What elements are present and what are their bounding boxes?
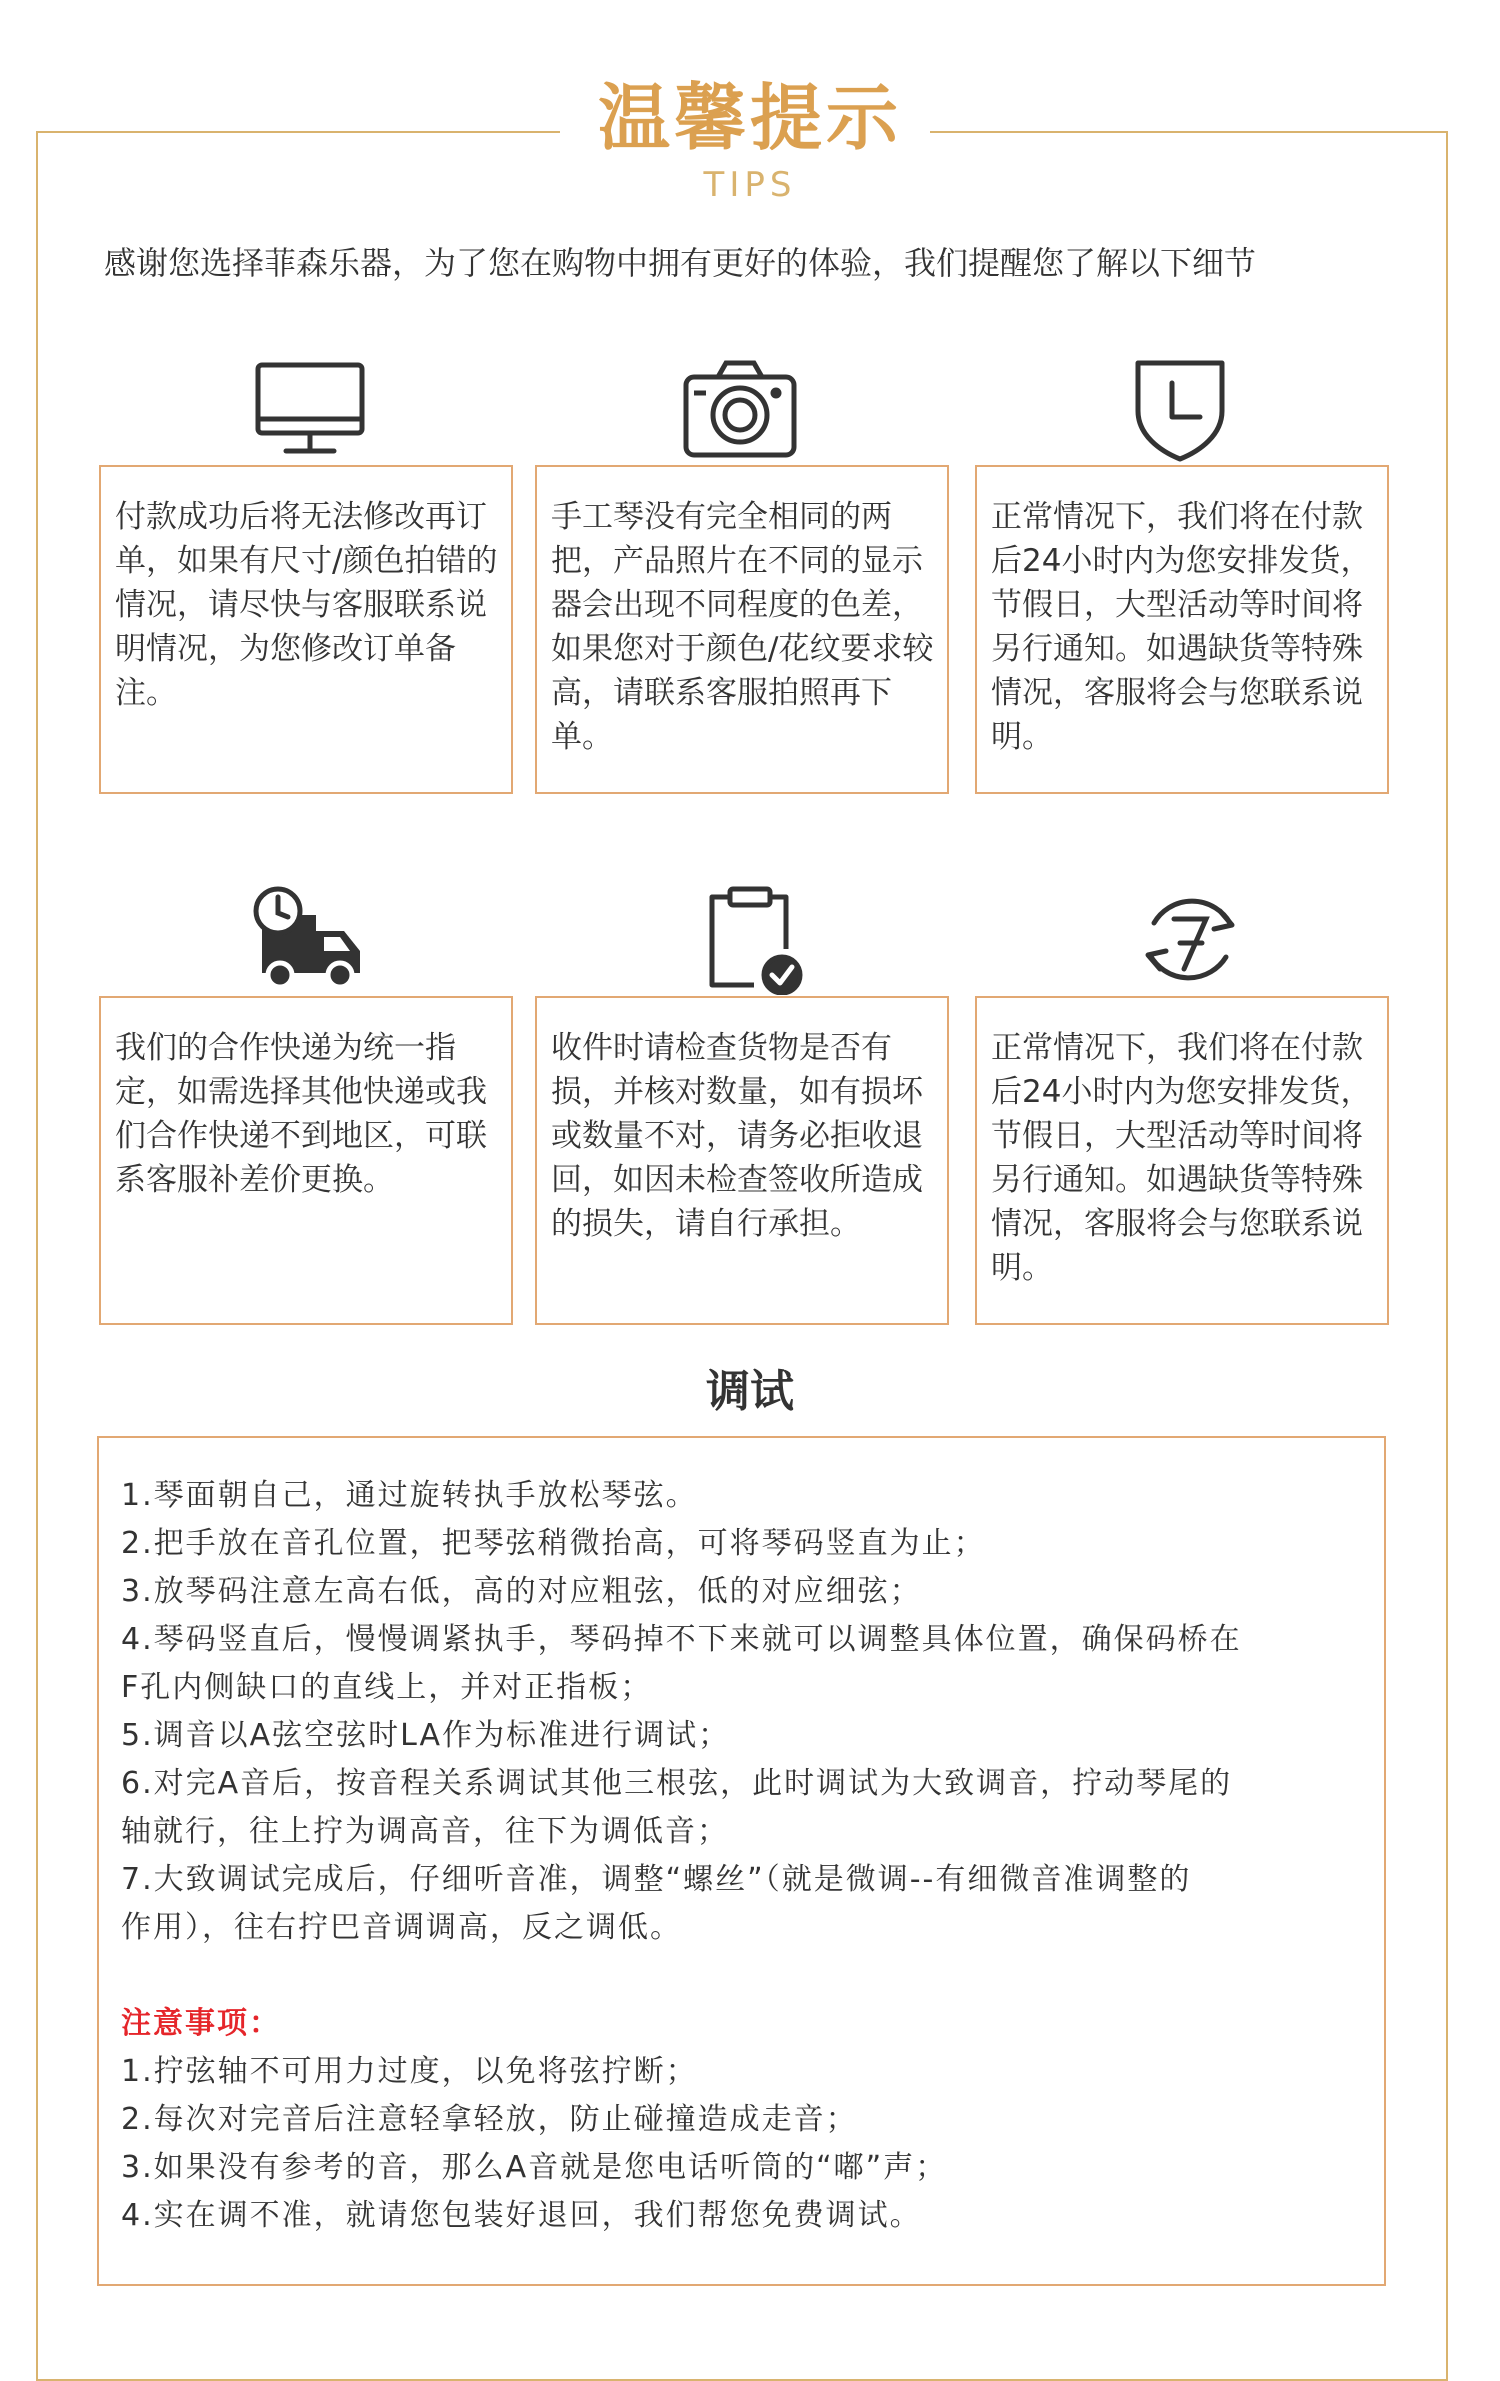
- tip-card-photos: 手工琴没有完全相同的两把，产品照片在不同的显示器会出现不同程度的色差，如果您对于颜色/花纹要求较高，请联系客服拍照再下单。: [535, 465, 949, 794]
- note-item: 4.实在调不准，就请您包装好退回，我们帮您免费调试。: [121, 2198, 922, 2233]
- tip-card-shipping: 正常情况下，我们将在付款后24小时内为您安排发货，节假日，大型活动等时间将另行通知。如遇缺货等特殊情况，客服将会与您联系说明。: [975, 465, 1389, 794]
- tip-card-inspection: 收件时请检查货物是否有损，并核对数量，如有损坏或数量不对，请务必拒收退回，如因未检查签收所造成的损失，请自行承担。: [535, 996, 949, 1325]
- camera-icon: [680, 355, 800, 465]
- note-item: 2.每次对完音后注意轻拿轻放，防止碰撞造成走音；: [121, 2102, 858, 2137]
- tuning-step: F孔内侧缺口的直线上，并对正指板；: [121, 1670, 653, 1705]
- tuning-step: 7.大致调试完成后，仔细听音准，调整“螺丝”（就是微调--有细微音准调整的: [121, 1862, 1192, 1897]
- page-title: 温馨提示: [597, 76, 902, 160]
- note-item: 3.如果没有参考的音，那么A音就是您电话听筒的“嘟”声；: [121, 2150, 948, 2185]
- monitor-icon: [250, 355, 370, 465]
- clipboard-check-icon: [690, 885, 810, 995]
- tuning-step: 1.琴面朝自己，通过旋转执手放松琴弦。: [121, 1478, 698, 1513]
- page-subtitle: TIPS: [703, 165, 797, 205]
- tuning-step: 作用），往右拧巴音调调高，反之调低。: [121, 1910, 682, 1945]
- tuning-step: 5.调音以A弦空弦时LA作为标准进行调试；: [121, 1718, 731, 1753]
- intro-text: 感谢您选择菲森乐器，为了您在购物中拥有更好的体验，我们提醒您了解以下细节: [104, 244, 1257, 282]
- notes-title: 注意事项：: [121, 2006, 281, 2041]
- tuning-step: 6.对完A音后，按音程关系调试其他三根弦，此时调试为大致调音，拧动琴尾的: [121, 1766, 1233, 1801]
- shield-clock-icon: [1120, 355, 1240, 465]
- note-item: 1.拧弦轴不可用力过度，以免将弦拧断；: [121, 2054, 698, 2089]
- tuning-title: 调试: [706, 1366, 794, 1417]
- tip-card-courier: 我们的合作快递为统一指定，如需选择其他快递或我们合作快递不到地区，可联系客服补差价更换。: [99, 996, 513, 1325]
- tuning-step: 4.琴码竖直后，慢慢调紧执手，琴码掉不下来就可以调整具体位置，确保码桥在: [121, 1622, 1242, 1657]
- tip-card-shipping-repeat: 正常情况下，我们将在付款后24小时内为您安排发货，节假日，大型活动等时间将另行通知。如遇缺货等特殊情况，客服将会与您联系说明。: [975, 996, 1389, 1325]
- tuning-step: 2.把手放在音孔位置，把琴弦稍微抬高，可将琴码竖直为止；: [121, 1526, 986, 1561]
- delivery-truck-icon: [250, 885, 370, 995]
- tip-card-payment: 付款成功后将无法修改再订单，如果有尺寸/颜色拍错的情况，请尽快与客服联系说明情况，为您修改订单备注。: [99, 465, 513, 794]
- tuning-step: 3.放琴码注意左高右低，高的对应粗弦，低的对应细弦；: [121, 1574, 922, 1609]
- tuning-box: [97, 1436, 1386, 2286]
- seven-day-return-icon: [1130, 885, 1250, 995]
- tuning-step: 轴就行，往上拧为调高音，往下为调低音；: [121, 1814, 729, 1849]
